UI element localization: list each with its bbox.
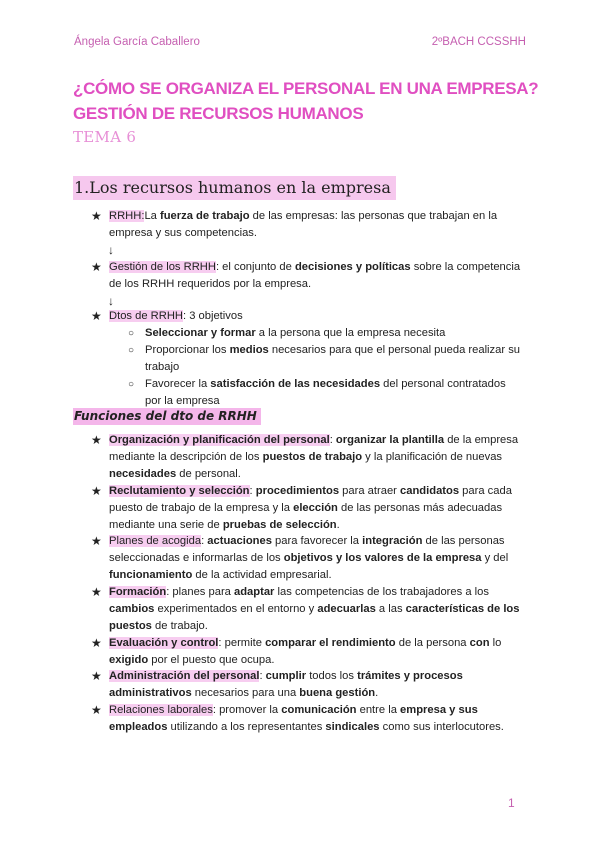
text: Favorecer la (145, 378, 211, 390)
term-medios: medios (229, 344, 269, 356)
text: : (249, 485, 256, 497)
star-bullet-icon: ★ (91, 433, 102, 447)
term: Organización y planificación del personal (109, 434, 330, 446)
term: comunicación (281, 704, 357, 716)
term: comparar el rendimiento (265, 637, 396, 649)
page-title: ¿CÓMO SE ORGANIZA EL PERSONAL EN UNA EMPRESA? GESTIÓN DE RECURSOS HUMANOS (73, 79, 539, 123)
text: experimentados en el entorno y (154, 603, 318, 615)
term: elección (293, 502, 338, 514)
circle-bullet-icon: ○ (128, 328, 135, 339)
objective-2 (128, 342, 523, 376)
down-arrow-icon: ↓ (108, 294, 114, 308)
funcion-evaluacion (91, 635, 523, 669)
term: características de los puestos (109, 603, 520, 632)
term: Administración del personal (109, 670, 260, 682)
star-bullet-icon: ★ (91, 484, 102, 498)
term: procedimientos (255, 485, 340, 497)
text: y la planificación de nuevas (362, 451, 503, 463)
star-bullet-icon: ★ (91, 209, 102, 223)
term: puestos de trabajo (262, 451, 363, 463)
text: necesarios para que el personal pueda realizar su trabajo (145, 344, 521, 373)
text: a las (375, 603, 406, 615)
text: : promover la (212, 704, 282, 716)
term: Relaciones laborales (109, 704, 213, 716)
term: adecuarlas (317, 603, 376, 615)
text: como sus interlocutores. (379, 721, 504, 733)
term: candidatos (400, 485, 460, 497)
bullet-rrhh (91, 208, 523, 242)
page-number: 1 (508, 796, 515, 810)
circle-bullet-icon: ○ (128, 345, 135, 356)
down-arrow-icon: ↓ (108, 243, 114, 257)
subsection-heading: Funciones del dto de RRHH (73, 408, 261, 425)
star-bullet-icon: ★ (91, 669, 102, 683)
tema-label: TEMA 6 (73, 128, 137, 146)
term-decisiones: decisiones y políticas (294, 261, 411, 273)
text: : (201, 535, 208, 547)
text: : 3 objetivos (182, 310, 243, 322)
header-author: Ángela García Caballero (74, 36, 200, 48)
text: para cada puesto de trabajo de la empresa y la (109, 485, 512, 514)
funcion-reclutamiento (91, 483, 523, 534)
funcion-organizacion (91, 432, 523, 483)
funcion-relaciones (91, 702, 523, 736)
bullet-gestion (91, 259, 523, 293)
term: necesidades (109, 468, 177, 480)
term: sindicales (325, 721, 380, 733)
text: . (336, 519, 340, 531)
term-gestion: Gestión de los RRHH (109, 261, 216, 273)
term: exigido (109, 654, 149, 666)
term-fuerza: fuerza de trabajo (160, 210, 250, 222)
text: : el conjunto de (215, 261, 295, 273)
text: necesarios para una (191, 687, 300, 699)
text: : (259, 670, 266, 682)
text: Proporcionar los (145, 344, 230, 356)
text: sobre la competencia de los RRHH requeridos por la empresa. (109, 261, 521, 290)
text: . (375, 687, 379, 699)
term-satisfaccion: satisfacción de las necesidades (210, 378, 381, 390)
term: buena gestión (299, 687, 376, 699)
text: de las personas más adecuadas mediante una serie de (109, 502, 503, 531)
text: de la empresa mediante la descripción de los (109, 434, 519, 463)
term-dtos: Dtos de RRHH (109, 310, 183, 322)
section-heading: 1.Los recursos humanos en la empresa (73, 176, 396, 200)
star-bullet-icon: ★ (91, 636, 102, 650)
text: de las empresas: las personas que trabajan en la empresa y sus competencias. (109, 210, 498, 239)
star-bullet-icon: ★ (91, 703, 102, 717)
text: de trabajo. (151, 620, 208, 632)
text: de las personas seleccionadas e informarlas de los (109, 535, 505, 564)
objective-1 (128, 325, 523, 342)
text: las competencias de los trabajadores a los (274, 586, 489, 598)
funcion-formacion (91, 584, 523, 635)
text: : planes para (166, 586, 234, 598)
term: adaptar (234, 586, 275, 598)
term: funcionamiento (109, 569, 193, 581)
text: entre la (356, 704, 401, 716)
text: lo (489, 637, 502, 649)
term: Reclutamiento y selección (109, 485, 250, 497)
text: de personal. (176, 468, 241, 480)
text: de la actividad empresarial. (192, 569, 332, 581)
term: integración (362, 535, 423, 547)
star-bullet-icon: ★ (91, 260, 102, 274)
text: de la persona (395, 637, 470, 649)
funcion-administracion (91, 668, 523, 702)
text: por el puesto que ocupa. (148, 654, 275, 666)
term: Planes de acogida (109, 535, 202, 547)
text: a la persona que la empresa necesita (255, 327, 446, 339)
text: : (329, 434, 336, 446)
star-bullet-icon: ★ (91, 309, 102, 323)
star-bullet-icon: ★ (91, 585, 102, 599)
text: y del (481, 552, 509, 564)
objective-3 (128, 376, 523, 410)
text: La (144, 210, 160, 222)
text: del personal contratados por la empresa (145, 378, 506, 407)
term: objetivos y los valores de la empresa (283, 552, 482, 564)
term: empresa y sus empleados (109, 704, 478, 733)
term: cumplir (265, 670, 307, 682)
term: Evaluación y control (109, 637, 219, 649)
term: cambios (109, 603, 155, 615)
text: todos los (306, 670, 358, 682)
text: para atraer (339, 485, 401, 497)
funcion-acogida (91, 533, 523, 584)
term: trámites y procesos administrativos (109, 670, 463, 699)
bullet-dtos (91, 308, 523, 325)
term: actuaciones (207, 535, 272, 547)
term: Formación (109, 586, 167, 598)
star-bullet-icon: ★ (91, 534, 102, 548)
term: con (469, 637, 490, 649)
term-rrhh: RRHH: (109, 210, 145, 222)
text: : permite (218, 637, 266, 649)
term-seleccionar: Seleccionar y formar (145, 327, 256, 339)
term: pruebas de selección (222, 519, 337, 531)
text: utilizando a los representantes (167, 721, 326, 733)
header-course: 2ºBACH CCSSHH (431, 36, 526, 48)
circle-bullet-icon: ○ (128, 379, 135, 390)
term: organizar la plantilla (335, 434, 445, 446)
text: para favorecer la (271, 535, 363, 547)
